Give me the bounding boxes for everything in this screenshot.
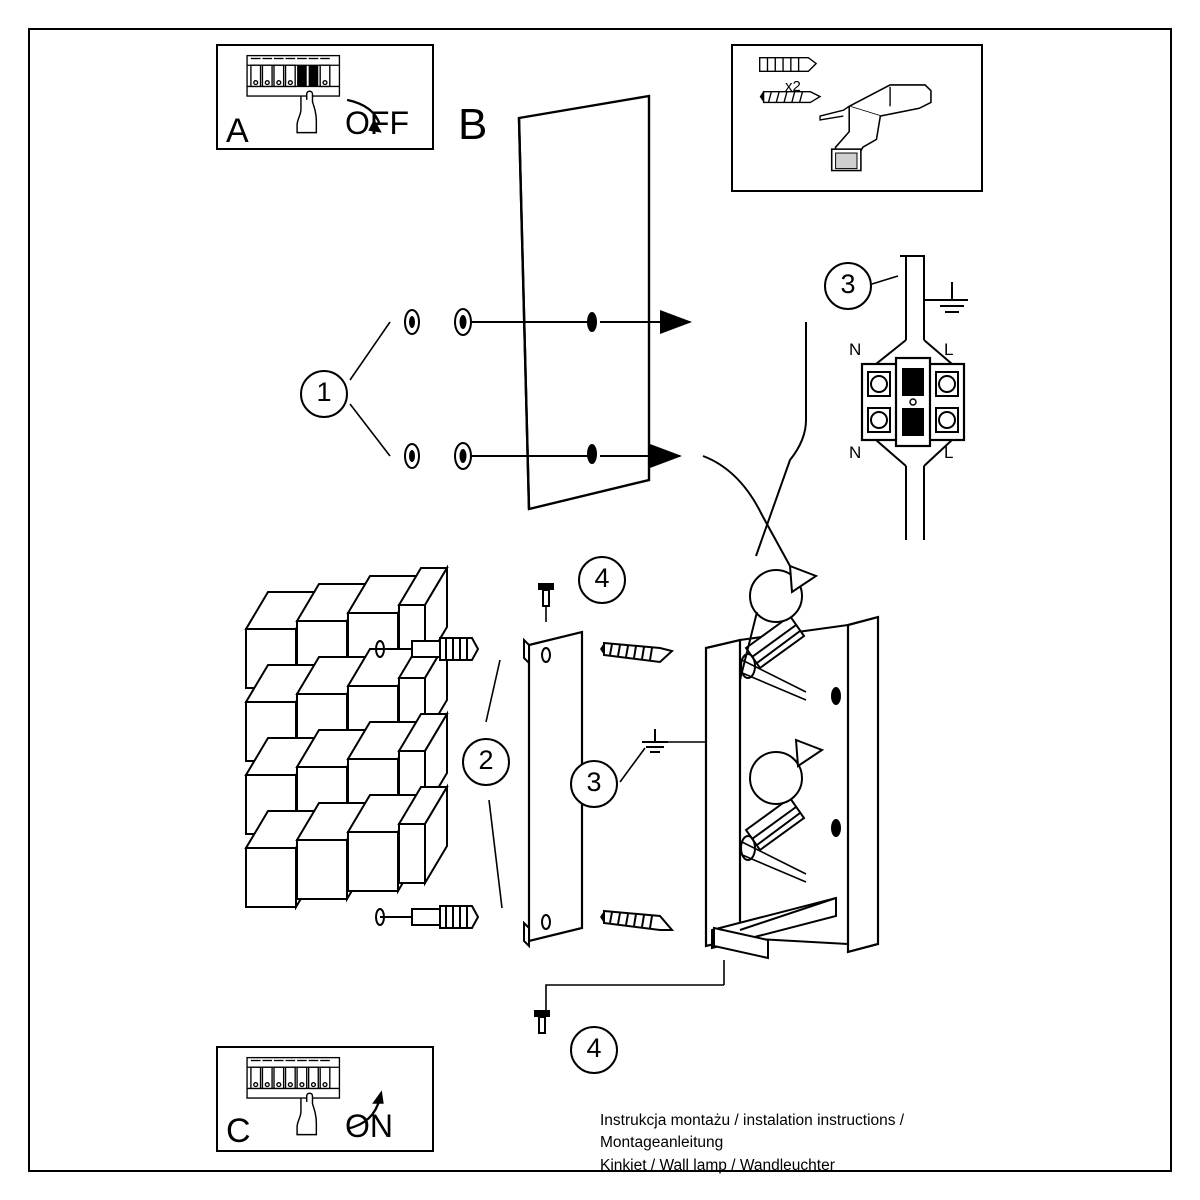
mounting-screw-lower xyxy=(600,911,672,930)
panel-b-letter: B xyxy=(458,100,488,149)
earth-symbol-small xyxy=(642,729,668,752)
terminal-label-l-bottom: L xyxy=(944,443,954,462)
callout-3-earth: 3 xyxy=(570,760,618,808)
bolt-lower xyxy=(534,1010,550,1033)
panel-tools-icons xyxy=(733,46,981,190)
callout-4-upper: 4 xyxy=(578,556,626,604)
footer-text xyxy=(600,1110,1020,1177)
panel-a-letter: A xyxy=(226,112,249,150)
mounting-screw-upper xyxy=(600,643,672,662)
wall-plug-lower xyxy=(376,906,478,928)
bolt-upper xyxy=(538,583,554,606)
terminal-label-n-bottom: N xyxy=(849,443,862,462)
wall-plate-large xyxy=(519,96,649,509)
callout-3-terminal: 3 xyxy=(824,262,872,310)
earth-ground-icon-big xyxy=(936,282,968,312)
terminal-label-l-top: L xyxy=(944,340,954,359)
footer-line-2: Kinkiet / Wall lamp / Wandleuchter xyxy=(600,1156,835,1174)
panel-tools xyxy=(731,44,983,192)
terminal-block-diagram xyxy=(862,256,968,540)
panel-a-state: OFF xyxy=(345,105,409,141)
terminal-label-n-top: N xyxy=(849,340,862,359)
panel-c-state: ON xyxy=(345,1108,393,1144)
callout-1: 1 xyxy=(300,370,348,418)
brick-wall xyxy=(246,568,447,907)
tools-quantity-label: x2 xyxy=(785,78,801,95)
lamp-socket-lower xyxy=(740,752,806,882)
lamp-side-pins xyxy=(831,687,841,837)
callout-4-lower: 4 xyxy=(570,1026,618,1074)
panel-c-letter: C xyxy=(226,1112,251,1150)
footer-line-1: Instrukcja montażu / instalation instructions / Montageanleitung xyxy=(600,1112,905,1152)
callout-2: 2 xyxy=(462,738,510,786)
